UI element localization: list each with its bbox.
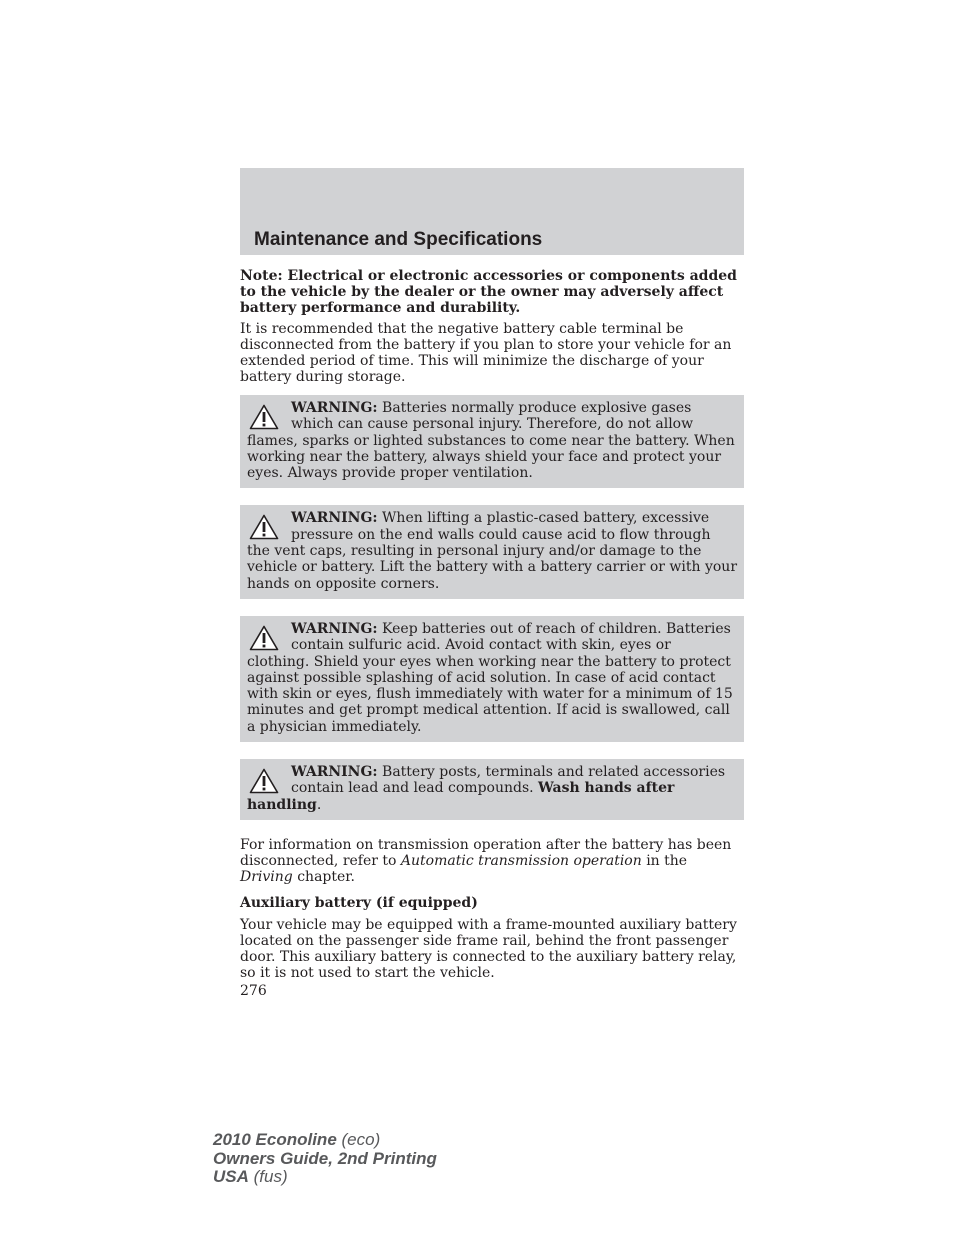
transmission-text: in the bbox=[641, 852, 688, 869]
warning-triangle-icon bbox=[249, 625, 279, 651]
warning-end: . bbox=[316, 796, 322, 813]
warning-label: WARNING: bbox=[291, 510, 378, 527]
page-content bbox=[240, 268, 744, 999]
footer-guide-line: Owners Guide, 2nd Printing bbox=[213, 1148, 437, 1168]
warning-box bbox=[240, 616, 744, 742]
transmission-paragraph bbox=[240, 837, 744, 885]
footer-region-line bbox=[213, 1168, 437, 1187]
footer-region-code: (fus) bbox=[248, 1167, 288, 1186]
footer-region: USA bbox=[213, 1167, 249, 1186]
warning-text: When lifting a plastic-cased battery, excessive pressure on the end walls could cause acid to flow through the vent caps, resulting in personal injury and/or damage to the vehicle or battery. Lift the battery with a battery carrier or with your hands on opposite corners. bbox=[247, 510, 738, 592]
footer-model-line bbox=[213, 1131, 437, 1150]
warning-label: WARNING: bbox=[291, 620, 378, 637]
auxiliary-battery-heading: Auxiliary battery (if equipped) bbox=[240, 894, 478, 911]
section-header-band bbox=[240, 168, 744, 255]
section-title: Maintenance and Specifications bbox=[254, 229, 543, 250]
warning-text: Batteries normally produce explosive gases which can cause personal injury. Therefore, do not allow flames, sparks or lighted substances to come near the battery. When working near the battery, always shield your face and protect your eyes. Always provide proper ventilation. bbox=[247, 400, 735, 482]
driving-chapter-reference: Driving bbox=[240, 868, 293, 885]
warning-label: WARNING: bbox=[291, 400, 378, 416]
warning-triangle-icon bbox=[249, 514, 279, 540]
warning-box bbox=[240, 505, 744, 598]
note-paragraph: Note: Electrical or electronic accessories or components added to the vehicle by the dealer or the owner may adversely affect battery performance and durability. bbox=[240, 268, 737, 316]
footer bbox=[213, 1131, 437, 1187]
footer-model: 2010 Econoline bbox=[213, 1130, 337, 1149]
intro-paragraph: It is recommended that the negative battery cable terminal be disconnected from the battery if you plan to store your vehicle for an extended period of time. This will minimize the discharge of your battery during storage. bbox=[240, 321, 732, 385]
footer-model-code: (eco) bbox=[336, 1130, 381, 1149]
transmission-text: For information on transmission operation after the battery has been disconnected, refer to bbox=[240, 836, 732, 869]
warning-emphasis: Wash hands after handling bbox=[247, 780, 675, 813]
page-number: 276 bbox=[240, 982, 267, 999]
warning-text: Keep batteries out of reach of children. Batteries contain sulfuric acid. Avoid contact with skin, eyes or clothing. Shield your eyes when working near the battery to protect against possible splashing of acid solution. In case of acid contact with skin or eyes, flush immediately with water for a minimum of 15 minutes and get prompt medical attention. If acid is swallowed, call a physician immediately. bbox=[247, 620, 733, 735]
auxiliary-battery-paragraph: Your vehicle may be equipped with a frame-mounted auxiliary battery located on the passenger side frame rail, behind the front passenger door. This auxiliary battery is connected to the auxiliary battery relay, so it is not used to start the vehicle. bbox=[240, 916, 737, 981]
warning-box bbox=[240, 395, 744, 488]
warning-triangle-icon bbox=[249, 768, 279, 794]
warning-label: WARNING: bbox=[291, 764, 378, 781]
transmission-text: chapter. bbox=[292, 868, 355, 885]
warning-triangle-icon bbox=[249, 404, 279, 430]
warning-box bbox=[240, 759, 744, 820]
warning-text: Battery posts, terminals and related accessories contain lead and lead compounds. bbox=[291, 764, 726, 797]
transmission-reference: Automatic transmission operation bbox=[400, 852, 642, 869]
